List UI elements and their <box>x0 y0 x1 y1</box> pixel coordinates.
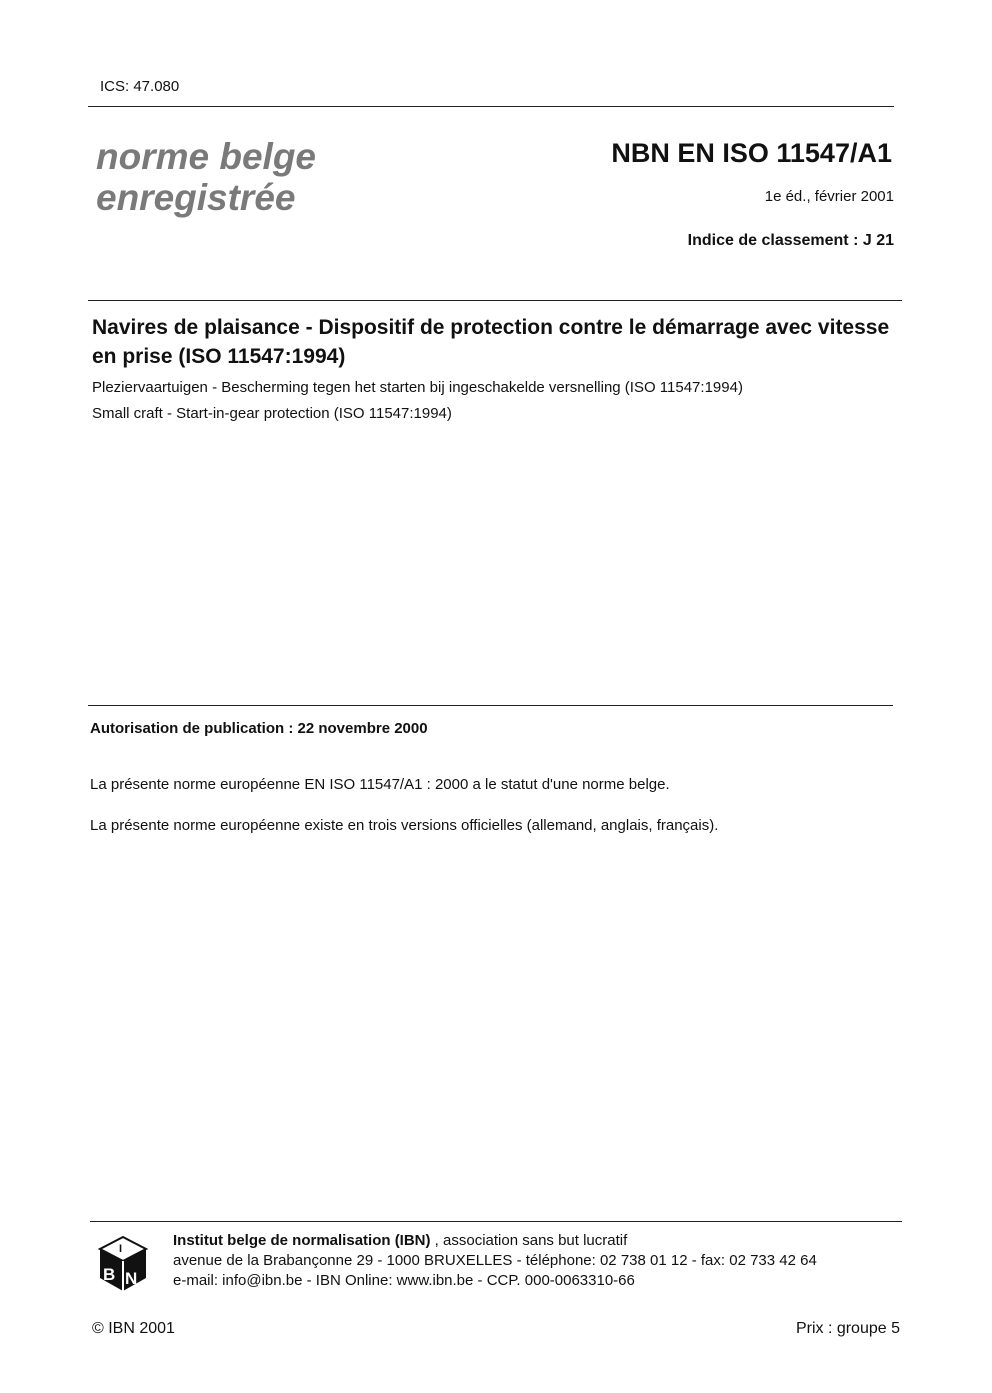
organisation-address: avenue de la Brabançonne 29 - 1000 BRUXELLES - téléphone: 02 738 01 12 - fax: 02 733 42 64 <box>173 1252 817 1269</box>
price-group: Prix : groupe 5 <box>795 1320 900 1337</box>
edition-date: 1e éd., février 2001 <box>764 188 894 205</box>
norme-line-1: norme belge <box>96 136 316 177</box>
publication-authorisation: Autorisation de publication : 22 novembre 2000 <box>90 720 428 737</box>
logo-letter-n: N <box>125 1269 138 1288</box>
document-title-en: Small craft - Start-in-gear protection (ISO 11547:1994) <box>92 405 452 422</box>
organisation-type: , association sans but lucratif <box>430 1232 628 1249</box>
ibn-logo-icon <box>98 1236 148 1292</box>
logo-letter-i: I <box>119 1243 123 1255</box>
footer-divider <box>90 1221 902 1222</box>
norme-belge-label <box>96 136 316 218</box>
organisation-contact: e-mail: info@ibn.be - IBN Online: www.ibn.be - CCP. 000-0063310-66 <box>173 1272 635 1289</box>
organisation-name: Institut belge de normalisation (IBN) <box>173 1232 431 1249</box>
versions-paragraph: La présente norme européenne existe en trois versions officielles (allemand, anglais, français). <box>90 817 719 834</box>
title-divider <box>88 300 902 301</box>
document-number: NBN EN ISO 11547/A1 <box>611 138 892 168</box>
status-paragraph: La présente norme européenne EN ISO 11547/A1 : 2000 a le statut d'une norme belge. <box>90 776 670 793</box>
document-title-fr: Navires de plaisance - Dispositif de protection contre le démarrage avec vitesse en prise (ISO 11547:1994) <box>92 316 890 368</box>
header-divider <box>88 106 894 107</box>
copyright-notice: © IBN 2001 <box>92 1320 175 1337</box>
organisation-line <box>173 1231 817 1251</box>
norme-line-2: enregistrée <box>96 177 296 218</box>
ics-code: ICS: 47.080 <box>100 78 180 95</box>
document-title-nl: Pleziervaartuigen - Bescherming tegen het starten bij ingeschakelde versnelling (ISO 11547:1994) <box>92 379 743 396</box>
logo-letter-b: B <box>103 1265 116 1284</box>
classification-index: Indice de classement : J 21 <box>687 232 894 249</box>
organisation-block <box>173 1231 817 1291</box>
body-divider <box>88 705 893 706</box>
